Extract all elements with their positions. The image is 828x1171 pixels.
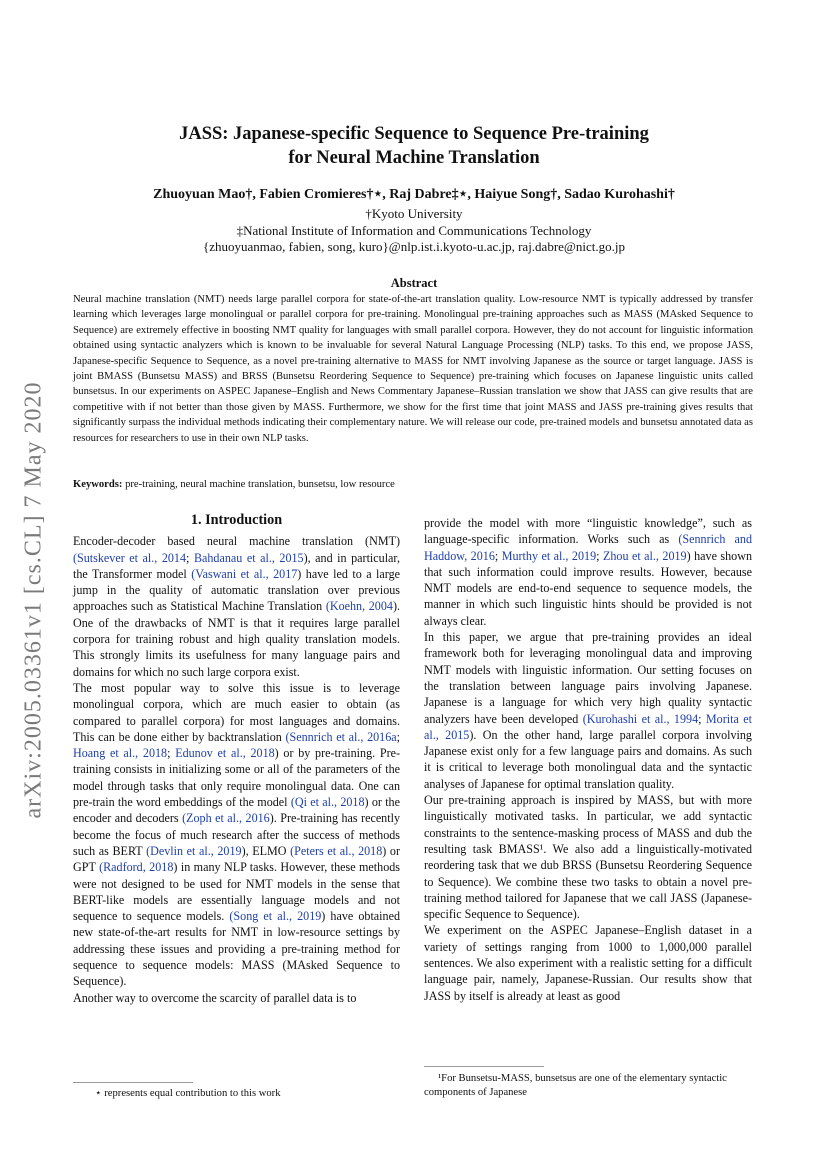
citation-link[interactable]: (Sennrich and Haddow, 2016 xyxy=(424,532,752,563)
citation-link[interactable]: (Radford, 2018 xyxy=(99,860,174,875)
citation-link[interactable]: (Koehn, 2004 xyxy=(325,599,393,614)
text-run: Encoder-decoder based neural machine translation (NMT) xyxy=(73,534,400,549)
citation-link[interactable]: Morita et al., 2015 xyxy=(424,711,752,742)
citation-link[interactable]: Bahdanau et al., 2015 xyxy=(193,550,304,565)
paragraph xyxy=(424,792,752,922)
text-run: ) have shown that such information could improve results. However, because NMT models are end-to-end sequence to sequence models, the manner in which such linguistic hints should be provided is not always clear. xyxy=(424,548,752,628)
keywords-label: Keywords: xyxy=(73,479,123,490)
citation-link[interactable]: (Vaswani et al., 2017 xyxy=(191,566,298,581)
text-run: ). One of the drawbacks of NMT is that it requires large parallel corpora for training robust and high quality translation models. This strongly limits its usefulness for many language pairs and domains for which no such large corpora exist. xyxy=(73,599,400,679)
citation-link[interactable]: Zhou et al., 2019 xyxy=(602,548,687,563)
author-emails: {zhuoyuanmao, fabien, song, kuro}@nlp.ist.i.kyoto-u.ac.jp, raj.dabre@nict.go.jp xyxy=(203,239,625,254)
text-run: ; xyxy=(698,711,706,726)
text-run: We experiment on the ASPEC Japanese–English dataset in a variety of settings ranging from 1000 to 1,000,000 parallel sentences. We also experiment with a realistic setting for a difficult language pair, namely, Japanese-Russian. Our results show that JASS by itself is already at least as good xyxy=(424,923,752,1003)
abstract-heading: Abstract xyxy=(390,276,438,290)
citation-link[interactable]: (Zoph et al., 2016 xyxy=(182,811,270,826)
paragraph xyxy=(73,533,400,680)
text-run: ; xyxy=(396,729,400,744)
paragraph xyxy=(424,922,752,1003)
text-run: ). Pre-training has recently become the focus of much research after the success of methods such as BERT xyxy=(73,811,400,858)
citation-link[interactable]: (Kurohashi et al., 1994 xyxy=(582,711,699,726)
keywords-text: pre-training, neural machine translation, bunsetsu, low resource xyxy=(122,479,395,490)
footnote-rule xyxy=(73,1082,193,1083)
text-run: ; xyxy=(494,548,502,563)
text-run: Our pre-training approach is inspired by MASS, but with more linguistically motivated tasks. In particular, we add syntactic constraints to the sentence-masking process of MASS and dub the resulting task BMASS¹. We also add a linguistically-motivated reordering task that we dub BRSS (Bunsetsu Reordering Sequence to Sequence). We combine these two tasks to obtain a novel pre-training method tailored for Japanese that we call JASS (Japanese-specific Sequence to Sequence). xyxy=(424,793,752,922)
keywords-line xyxy=(73,479,753,490)
text-run: ). On the other hand, large parallel corpora involving Japanese exist only for a few language pairs and domains. As such it is critical to leverage both monolingual data and the syntactic analyses of Japanese for optimal translation quality. xyxy=(424,727,752,791)
abstract-body: Neural machine translation (NMT) needs large parallel corpora for state-of-the-art translation quality. Low-resource NMT is typically addressed by transfer learning which leverages large monolingual or parallel corpora for pre-training. Monolingual pre-training approaches such as MASS (MAsked Sequence to Sequence) are extremely effective in boosting NMT quality for languages with small parallel corpora. However, they do not account for linguistic information obtained using syntactic analyzers which is known to be invaluable for several Natural Language Processing (NLP) tasks. To this end, we propose JASS, Japanese-specific Sequence to Sequence, as a novel pre-training alternative to MASS for NMT involving Japanese as the source or target language. JASS is joint BMASS (Bunsetsu MASS) and BRSS (Bunsetsu Reordering Sequence to Sequence) pre-training which focuses on Japanese linguistic units called bunsetsus. In our experiments on ASPEC Japanese–English and News Commentary Japanese–Russian translation we show that JASS can give results that are competitive with if not better than those given by MASS. Furthermore, we show for the first time that joint MASS and JASS pre-training gives results that significantly surpass the individual methods indicating their complementary nature. We will release our code, pre-trained models and bunsetsu annotated data as resources for researchers to use in their own NLP tasks. xyxy=(73,294,753,444)
text-run: The most popular way to solve this issue is to leverage monolingual corpora, which are much easier to obtain (as compared to parallel corpora) for most languages and domains. This can be done either by backtranslation xyxy=(73,680,400,744)
affiliation-nict: ‡National Institute of Information and Communications Technology xyxy=(236,223,592,238)
text-run: ) or GPT xyxy=(73,843,401,875)
text-run: ) or by pre-training. Pre-training consists in initializing some or all of the parameters of the model through tasks that only require monolingual data. One can pre-train the word embeddings of the model xyxy=(73,746,401,810)
paragraph xyxy=(73,680,400,990)
citation-link[interactable]: (Peters et al., 2018 xyxy=(290,843,383,858)
arxiv-sidebar xyxy=(14,360,54,840)
citation-link[interactable]: (Sennrich et al., 2016a xyxy=(285,729,397,744)
text-run: In this paper, we argue that pre-training provides an ideal framework both for leveraging monolingual data and improving NMT models with linguistic information. Our setting focuses on the translation between language pairs involving Japanese. Japanese is a language for which very high quality syntactic analyzers have been developed xyxy=(424,630,752,726)
citation-link[interactable]: (Song et al., 2019 xyxy=(229,909,322,924)
text-run: ) in many NLP tasks. However, these methods were not designed to be used for NMT models in the sense that BERT-like models are essentially language models and not sequence to sequence models. xyxy=(73,860,400,924)
author-list: Zhuoyuan Mao†, Fabien Cromieres†⋆, Raj Dabre‡⋆, Haiyue Song†, Sadao Kurohashi† xyxy=(153,187,675,202)
citation-link[interactable]: Edunov et al., 2018 xyxy=(175,746,275,761)
text-run: Another way to overcome the scarcity of parallel data is to xyxy=(73,990,357,1005)
text-run: provide the model with more “linguistic knowledge”, such as language-specific information. Works such as xyxy=(424,516,752,547)
text-run: ; xyxy=(596,548,603,563)
section-heading-introduction: 1. Introduction xyxy=(190,512,283,528)
text-run: ), and in particular, the Transformer model xyxy=(73,550,400,581)
text-run: ; xyxy=(186,550,194,565)
title-line-2: for Neural Machine Translation xyxy=(288,148,540,168)
paper-title xyxy=(0,122,828,170)
left-column xyxy=(73,512,400,1006)
paragraph xyxy=(424,515,752,629)
citation-link[interactable]: Hoang et al., 2018 xyxy=(73,746,168,761)
citation-link[interactable]: (Devlin et al., 2019 xyxy=(146,843,242,858)
citation-link[interactable]: (Sutskever et al., 2014 xyxy=(73,550,187,565)
text-run: ; xyxy=(167,746,176,761)
text-run: ), ELMO xyxy=(241,843,291,858)
title-line-1: JASS: Japanese-specific Sequence to Sequence Pre-training xyxy=(179,124,649,144)
arxiv-identifier: arXiv:2005.03361v1 [cs.CL] 7 May 2020 xyxy=(20,381,47,819)
paragraph xyxy=(73,990,400,1006)
footnote-bunsetsu: ¹For Bunsetsu-MASS, bunsetsus are one of the elementary syntactic components of Japanese xyxy=(424,1073,727,1098)
footnote-rule xyxy=(424,1066,544,1067)
text-run: ) have obtained new state-of-the-art results for NMT in low-resource settings by addressing these issues and providing a pre-training method for sequence to sequence models: MASS (MAsked Sequence to Sequence). xyxy=(73,909,400,989)
citation-link[interactable]: (Qi et al., 2018 xyxy=(290,795,365,810)
text-run: ) have led to a large jump in the quality of automatic translation over previous approaches such as Statistical Machine Translation xyxy=(73,566,400,614)
text-run: ) or the encoder and decoders xyxy=(73,795,400,826)
affiliation-kyoto: †Kyoto University xyxy=(365,206,463,221)
right-column xyxy=(424,515,752,1004)
footnote-equal-contribution: ⋆ represents equal contribution to this work xyxy=(95,1088,281,1099)
paragraph xyxy=(424,629,752,792)
citation-link[interactable]: Murthy et al., 2019 xyxy=(501,548,597,563)
